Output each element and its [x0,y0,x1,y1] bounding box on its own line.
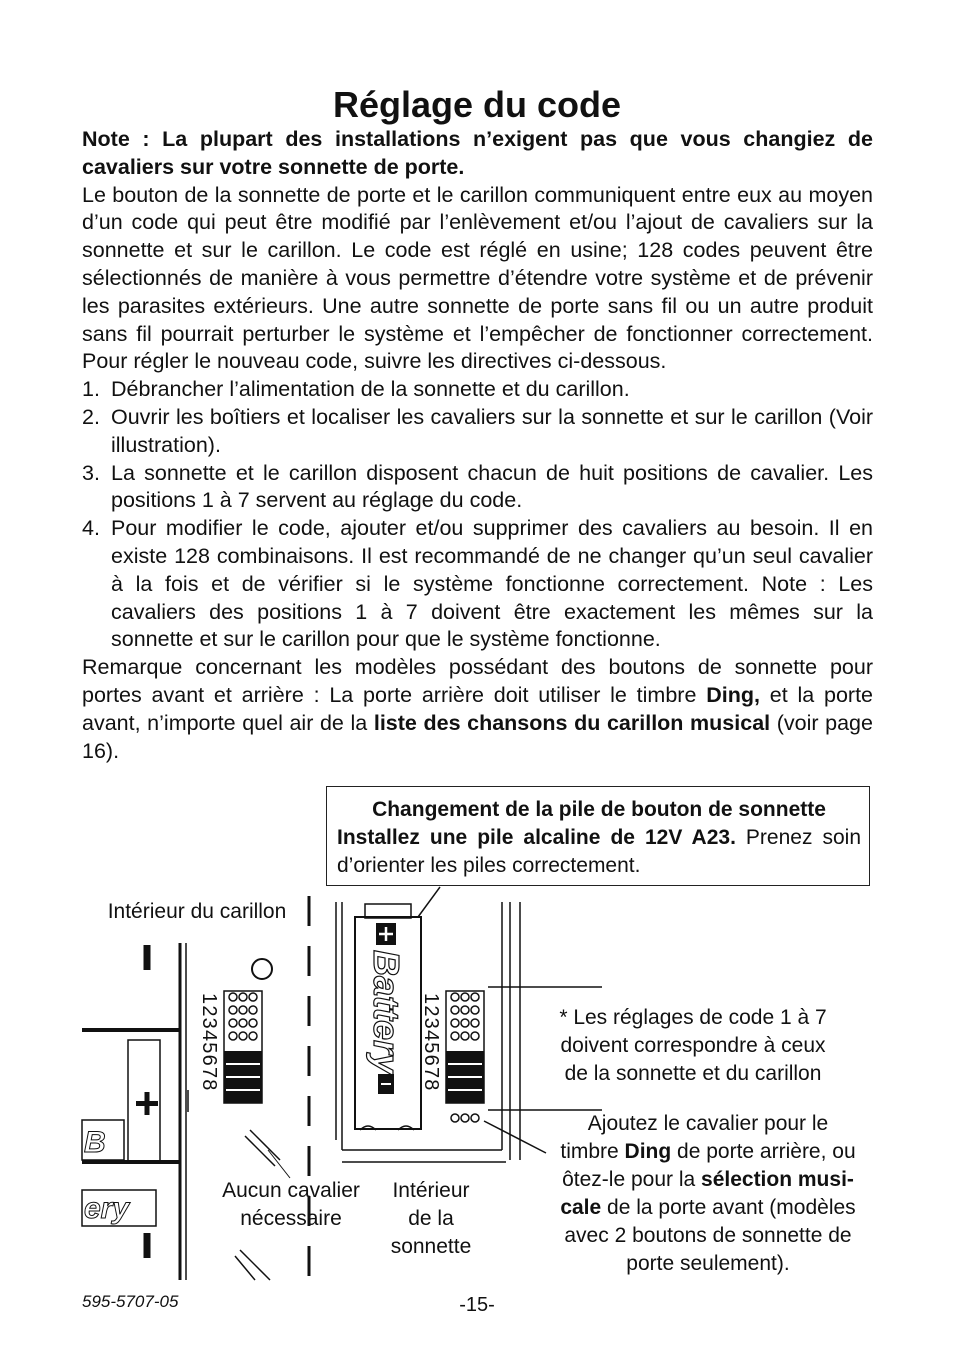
page-title: Réglage du code [332,84,622,125]
chime-battery-fragment: ery [84,1192,130,1225]
remark-text: et la porte avant, n’importe quel air de la [82,682,873,735]
callout-heading: Changement de la pile de bouton de sonnette [372,798,826,821]
page-number: -15- [459,1294,495,1316]
add-jumper-label [538,1110,878,1278]
step-number: 4. [82,516,100,541]
step-text: La sonnette et le carillon disposent chacun de huit positions de cavalier. Les positions 1 à 7 servent au réglage du code. [111,460,873,513]
part-number: 595-5707-05 [82,1292,179,1311]
label-line: de la [408,1207,454,1230]
label-line: nécessaire [240,1207,342,1230]
no-jumper-label [206,1177,376,1233]
label-line: Aucun cavalier [222,1179,360,1202]
intro-paragraph: Le bouton de la sonnette de porte et le carillon communiquent entre eux au moyen d’un code qui peut être modifié par l’enlèvement et/ou l’ajout de cavaliers sur la sonnette et sur le carillon. Le code est réglé en usine; 128 codes peuvent être sélectionnés de manière à vous permettre d’étendre votre système et de prévenir les parasites extérieurs. Une autre sonnette de porte sans fil ou un autre produit sans fil pourrait perturber le système et l’empêcher de fonctionner correctement. Pour régler le nouveau code, suivre les directives ci-dessous. [82,182,873,374]
step-text: Pour modifier le code, ajouter et/ou supprimer des cavaliers au besoin. Il en existe 128 combinaisons. Il est recommandé de ne changer qu’un seul cavalier à la fois et de vérifier si le système fonctionne correctement. Note : Les cavaliers des positions 1 à 7 doivent être exactement les mêmes sur la sonnette et sur le carillon pour que le système fonctionne. [111,516,873,652]
chime-battery-fragment: B [84,1126,106,1159]
label-line: Intérieur [392,1179,470,1202]
label-text: de porte arrière, ou [671,1140,856,1163]
note-paragraph: Note : La plupart des installations n’exigent pas que vous changiez de cavaliers sur votre sonnette de porte. [82,127,873,179]
battery-label: Battery [366,950,407,1075]
remark-ding: Ding, [706,682,760,707]
step-text: Ouvrir les boîtiers et localiser les cavaliers sur la sonnette et sur le carillon (Voir illustration). [111,404,873,457]
label-line: de la sonnette et du carillon [564,1062,822,1085]
label-line [538,1138,878,1166]
callout-rest: Prenez soin d’orienter les piles correctement. [337,826,861,877]
step-number: 1. [82,377,100,402]
step-number: 2. [82,404,100,429]
remark-list-name: liste des chansons du carillon musical [373,710,771,735]
label-line [538,1166,878,1194]
label-line: porte seulement). [626,1252,790,1275]
label-line: doivent correspondre à ceux [560,1034,826,1057]
label-line: Ajoutez le cavalier pour le [587,1112,829,1135]
step-number: 3. [82,460,100,485]
label-line: * Les réglages de code 1 à 7 [559,1006,827,1029]
bell-jumper-numbers: 12345678 [420,993,442,1092]
chime-interior-label: Intérieur du carillon [107,900,287,923]
bell-interior-label [370,1177,492,1261]
chime-jumper-numbers: 12345678 [198,993,220,1092]
label-line: sonnette [390,1235,472,1258]
label-text: ôtez-le pour la [562,1168,702,1191]
label-bold: cale [560,1196,602,1219]
label-line: avec 2 boutons de sonnette de [564,1224,852,1247]
label-text: timbre [560,1140,625,1163]
code-settings-label [534,1004,852,1088]
label-bold: Ding [624,1140,672,1163]
label-text: de la porte avant (modèles [601,1196,856,1219]
remark-text: Remarque concernant les modèles possédant des boutons de sonnette pour portes avant et arrière : La porte arrière doit utiliser le timbre [82,655,873,707]
label-bold: sélection musi- [701,1168,854,1191]
remark-text: (voir page 16). [82,710,873,763]
callout-text [337,824,861,880]
battery-callout [326,786,870,886]
label-line [538,1194,878,1222]
callout-bold: Installez une pile alcaline de 12V A23. [337,826,736,849]
step-text: Débrancher l’alimentation de la sonnette et du carillon. [111,377,630,402]
